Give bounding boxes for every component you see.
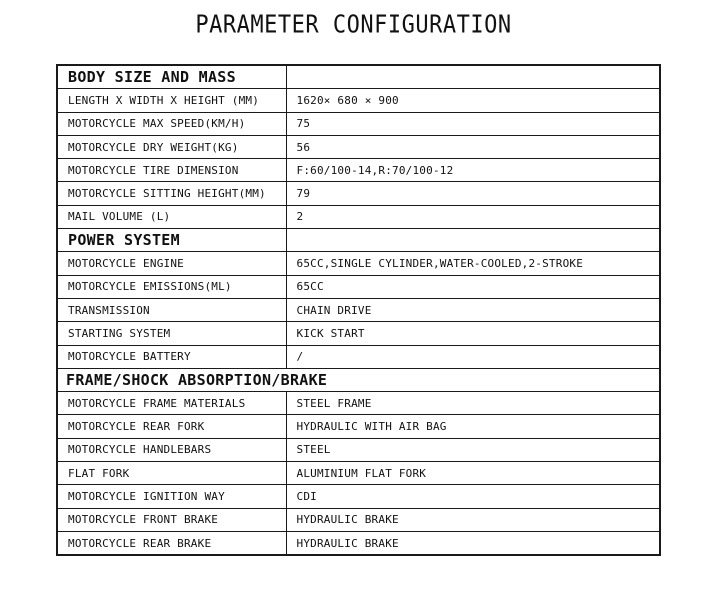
section-header-row <box>57 229 660 252</box>
spec-value: KICK START <box>286 322 660 345</box>
table-row <box>57 112 660 135</box>
table-row <box>57 89 660 112</box>
spec-value: 56 <box>286 135 660 158</box>
spec-value: / <box>286 345 660 368</box>
spec-label: MOTORCYCLE TIRE DIMENSION <box>57 159 286 182</box>
table-row <box>57 415 660 438</box>
table-row <box>57 508 660 531</box>
table-row <box>57 531 660 555</box>
spec-value: F:60/100-14,R:70/100-12 <box>286 159 660 182</box>
spec-value: CHAIN DRIVE <box>286 298 660 321</box>
table-row <box>57 252 660 275</box>
spec-label: TRANSMISSION <box>57 298 286 321</box>
spec-value: STEEL FRAME <box>286 392 660 415</box>
spec-value: ALUMINIUM FLAT FORK <box>286 462 660 485</box>
section-heading: BODY SIZE AND MASS <box>57 65 286 89</box>
spec-value: HYDRAULIC BRAKE <box>286 531 660 555</box>
spec-value: STEEL <box>286 438 660 461</box>
spec-value: 65CC <box>286 275 660 298</box>
spec-label: MOTORCYCLE SITTING HEIGHT(MM) <box>57 182 286 205</box>
table-row <box>57 182 660 205</box>
table-row <box>57 462 660 485</box>
spec-label: MOTORCYCLE FRONT BRAKE <box>57 508 286 531</box>
table-row <box>57 322 660 345</box>
table-row <box>57 205 660 228</box>
table-row <box>57 159 660 182</box>
spec-label: LENGTH X WIDTH X HEIGHT (MM) <box>57 89 286 112</box>
spec-value: HYDRAULIC WITH AIR BAG <box>286 415 660 438</box>
section-heading: POWER SYSTEM <box>57 229 286 252</box>
table-row <box>57 392 660 415</box>
table-row <box>57 298 660 321</box>
section-header-row <box>57 65 660 89</box>
spec-label: MOTORCYCLE DRY WEIGHT(KG) <box>57 135 286 158</box>
spec-label: STARTING SYSTEM <box>57 322 286 345</box>
spec-value: 65CC,SINGLE CYLINDER,WATER-COOLED,2-STROKE <box>286 252 660 275</box>
spec-value: CDI <box>286 485 660 508</box>
spec-value: 75 <box>286 112 660 135</box>
spec-label: MAIL VOLUME (L) <box>57 205 286 228</box>
spec-value: 1620× 680 × 900 <box>286 89 660 112</box>
spec-label: MOTORCYCLE FRAME MATERIALS <box>57 392 286 415</box>
spec-value: 79 <box>286 182 660 205</box>
spec-value: HYDRAULIC BRAKE <box>286 508 660 531</box>
table-row <box>57 275 660 298</box>
section-header-row <box>57 368 660 391</box>
spec-label: MOTORCYCLE REAR BRAKE <box>57 531 286 555</box>
table-row <box>57 438 660 461</box>
page-title: PARAMETER CONFIGURATION <box>195 11 512 39</box>
spec-label: MOTORCYCLE HANDLEBARS <box>57 438 286 461</box>
spec-label: MOTORCYCLE EMISSIONS(ML) <box>57 275 286 298</box>
table-row <box>57 485 660 508</box>
table-row <box>57 345 660 368</box>
section-heading: FRAME/SHOCK ABSORPTION/BRAKE <box>57 368 660 391</box>
section-heading-blank <box>286 65 660 89</box>
spec-label: MOTORCYCLE IGNITION WAY <box>57 485 286 508</box>
spec-value: 2 <box>286 205 660 228</box>
spec-table <box>56 64 661 556</box>
table-row <box>57 135 660 158</box>
spec-label: MOTORCYCLE MAX SPEED(KM/H) <box>57 112 286 135</box>
spec-label: FLAT FORK <box>57 462 286 485</box>
spec-label: MOTORCYCLE REAR FORK <box>57 415 286 438</box>
spec-label: MOTORCYCLE BATTERY <box>57 345 286 368</box>
section-heading-blank <box>286 229 660 252</box>
spec-label: MOTORCYCLE ENGINE <box>57 252 286 275</box>
